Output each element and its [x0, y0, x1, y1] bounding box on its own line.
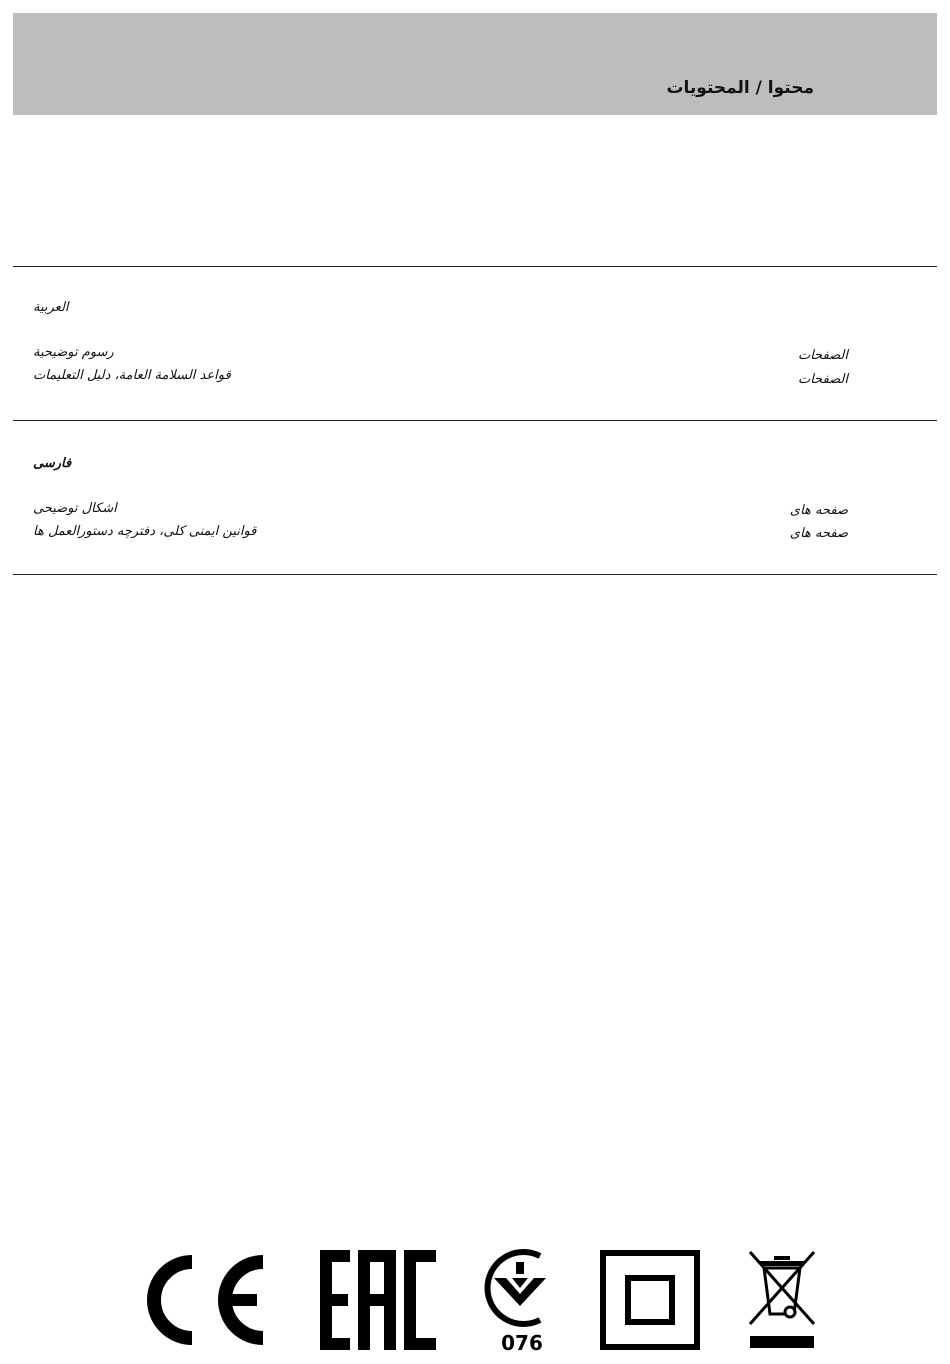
section-persian — [13, 420, 937, 574]
header-band — [13, 13, 937, 115]
eac-mark-icon — [320, 1250, 440, 1350]
ukr-mark-code: 076 — [501, 1331, 543, 1355]
page-title: محتوا / المحتويات — [666, 78, 814, 98]
toc-entry-page-label: صفحه های — [789, 526, 848, 541]
weee-crossed-bin-icon — [746, 1248, 818, 1352]
double-insulation-icon — [600, 1250, 700, 1350]
certification-marks — [0, 1240, 950, 1364]
toc-entry-page-label: الصفحات — [797, 372, 848, 387]
divider-bottom — [13, 574, 937, 575]
section-language-label: فارسی — [33, 456, 72, 471]
section-language-label: العربية — [33, 300, 69, 315]
toc-entry-title: قوانین ایمنی کلی، دفترچه دستورالعمل ها — [33, 524, 257, 539]
toc-entry-title: اشکال توضیحی — [33, 501, 117, 516]
toc-entry-page-label: صفحه های — [789, 503, 848, 518]
toc-entry-page-label: الصفحات — [797, 348, 848, 363]
ce-mark-icon — [132, 1250, 272, 1350]
toc-entry-title: رسوم توضيحية — [33, 345, 114, 360]
toc-entry-title: قواعد السلامة العامة، دليل التعليمات — [33, 368, 231, 383]
section-arabic — [13, 266, 937, 420]
ukrsepro-mark-icon — [478, 1248, 562, 1360]
